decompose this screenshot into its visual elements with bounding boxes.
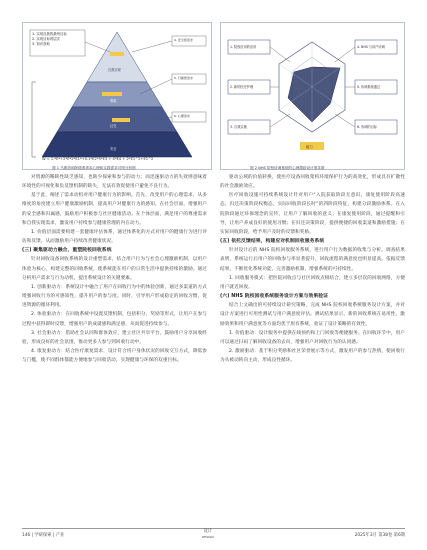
footer-page-info: 146 | 学研探索 | 产业	[22, 533, 65, 538]
figure-2-box-label: 2. 新的医疗护理	[230, 85, 254, 89]
paragraph: 1. 回收服务模式：把医院回收点与社区回收点相结合，建立多层次的回收网络，方便用户就近回收。	[220, 275, 405, 290]
footer-journal-cn: 设计	[203, 529, 213, 534]
paragraph: 3. 社会驱动力：借助社会认同和群体效应，建立社区共享平台，鼓励用户分享回收经验，形成良好的社会氛围，推动更多人参与到回收行动中。	[22, 330, 207, 345]
section-heading: (五) 依托反馈结果，构建应对机制回收服务系统	[220, 239, 325, 245]
paragraph: 针对设计后的 NHS 院校回收服务系统，进行用户行为数据的收集与分析。调查结果表明，系统运行后用户的回收参与率显著提升，回收流程的满意度也明显提高。依据反馈结果，不断优化系统功能，完善激励机制，增强系统的可持续性。	[220, 248, 405, 272]
paragraph: 驱动公域的价值转换，使医疗设备回收架构环境保护行为的高效化，形成具有扩散性的社会激励效应。	[220, 175, 405, 190]
paragraph: 1. 价值层面需要构建一套健康评估体系，通过体系化的方式对用户的健康行为进行评估和反馈，从而激励用户持续改善健康状况。	[22, 229, 207, 245]
paragraph: 1. 创新驱动力：系统设计中融合了用户在回收行为中的体验创新，通过多渠道的方式增强回收行为的可感知性，提升用户的参与度。同时，引导用户形成稳定的回收习惯，促进资源的循环利用。	[22, 284, 207, 309]
paragraph: 4. 康复驱动力：结合医疗康复需求，设计符合用户身体状况的回收交互方式，降低参与门槛，使不同群体都能方便地参与回收活动，实现健康与环保的双重目标。	[22, 348, 207, 364]
figure-2-box-label: 3. 自我实施	[230, 125, 247, 129]
paragraph: 结合上文确出的可持续设计研究策略，完成 NHS 院校回收系统服务设计方案，并对设计方案进行可用性测试与用户满意度评估。测试结果显示，新的回收系统在易用性、激励效果和用户满意度等方面均优于原有系统，验证了设计策略的有效性。	[220, 303, 405, 327]
figure-2-center-label: 能力	[306, 145, 313, 149]
figure-2	[220, 22, 405, 172]
figure-1-label: 2. 实现目标的层次	[32, 37, 61, 41]
footer-journal	[202, 530, 214, 539]
figure-1-label: 5. 归属感需求	[174, 76, 193, 80]
figure-1-level-label: 安全	[110, 147, 117, 151]
paragraph: 1. 价值驱动：设计服务中提供在线预约和上门回收等便捷服务。在回收环节中，用户可以通过扫码了解回收设备的去向，增强用户对回收行为的认同感。	[220, 330, 405, 345]
figure-2-box-label: 5. 协调系统通过	[357, 85, 381, 89]
formula: W = 1.*E*+2*E*2*E1*+0.1*E2*5*E3 + 4*E4 + 2*E1^2+E1^2	[42, 157, 154, 161]
page-footer	[22, 528, 405, 540]
paragraph: 2. 体验驱动力：在回收系统中设置反馈机制，包括积分、奖励等形式，让用户在参与过程中获得即时反馈，增强用户的成就感和满足感，从而促进持续参与。	[22, 312, 207, 327]
figure-2-caption: 图 2 NHS 院校协调系统的心理激励设计需求图	[250, 166, 325, 170]
figure-1-level-label: 自我实现	[108, 68, 121, 72]
figure-2-box-label: 4. NHS 与用户协调	[357, 45, 385, 49]
right-column	[220, 173, 405, 365]
figure-1	[22, 22, 212, 172]
figure-1-level-label: 社交	[110, 124, 117, 128]
paragraph: 医疗回收设施可持续系统设计针对用户“入院获取阶段无意识，康复使用阶段高速态，归还决策阶段权衡态，实际回收阶段长时”的四阶段特征，构建分段激励体系。在入院阶段通过环保理念的宣传，让用户了解回收的意义；在康复使用阶段，通过提醒和引导，让用户养成良好的使用习惯；在归还决策阶段，提供便捷的回收渠道和激励措施；在实际回收阶段，给予用户及时的反馈和奖励。	[220, 193, 405, 235]
figure-1-top-labels	[32, 32, 84, 47]
paragraph: 基于此，阐述了需求动机对用户健康行为的影响。首先，改变用户的心理需求，从多维度的角度建立用户健康激励机制，提高用户对健康行为的感知。在社会层面，增强用户的安全感和归属感，鼓励用户积极参与社区健康活动。在个体层面，满足用户的尊重需求和自我实现需求，激发用户持续参与健康管理的内在动力。	[22, 193, 207, 226]
article-body	[22, 173, 405, 523]
figure-1-label: 3. 知识获取	[32, 42, 50, 46]
paragraph: 2. 激励驱动：基于积分奖励和社区荣誉展示等方式，激发用户的参与热情，使回收行为从被动转向主动，形成良性循环。	[220, 348, 405, 364]
figure-1-label: 1. 实现自我的最终目标	[32, 32, 67, 36]
footer-issue: 2025年3月 第38卷 第6期	[354, 533, 405, 538]
figure-1-caption: 图 1 马斯洛和阿德弗需求心理和实践需求对照分析图	[52, 166, 136, 170]
figure-1-label: 4. 安全感需求	[174, 38, 193, 42]
figure-2-box-label: 6. 协调的目标	[357, 125, 377, 129]
figure-1-level-label: 尊重	[110, 99, 117, 103]
section-heading: (六) NHS 院校回收系统服务设计方案与效果验证	[220, 294, 329, 300]
left-column	[22, 173, 207, 365]
figure-2-box-label: 1. 院校应用的应用	[230, 45, 257, 49]
section-heading: (三) 聚集驱动力融合，重塑院校回收系统	[22, 248, 112, 254]
footer-journal-en: DESIGN	[202, 534, 214, 539]
figure-row	[22, 22, 405, 172]
figure-1-label: 6. 心理需求	[174, 114, 190, 118]
paragraph: 对资源的稀缺性缺乏感知，也缺少探索和参与的动力；而迅速驱动力的失效则意味着环境性的可视化和负反馈机制的缺失，无法有效促使用户避免不良行为。	[22, 175, 207, 190]
paragraph: 针对回收设备回收系统的设计重塑需求，结合用户行为与社会心理激励机制，以用户体验为核心，构建完整的回收系统，使系统能在用户的日常生活中提供持续的激励。通过分析用户需求与行为动机，提出系统设计的关键要素。	[22, 257, 207, 281]
